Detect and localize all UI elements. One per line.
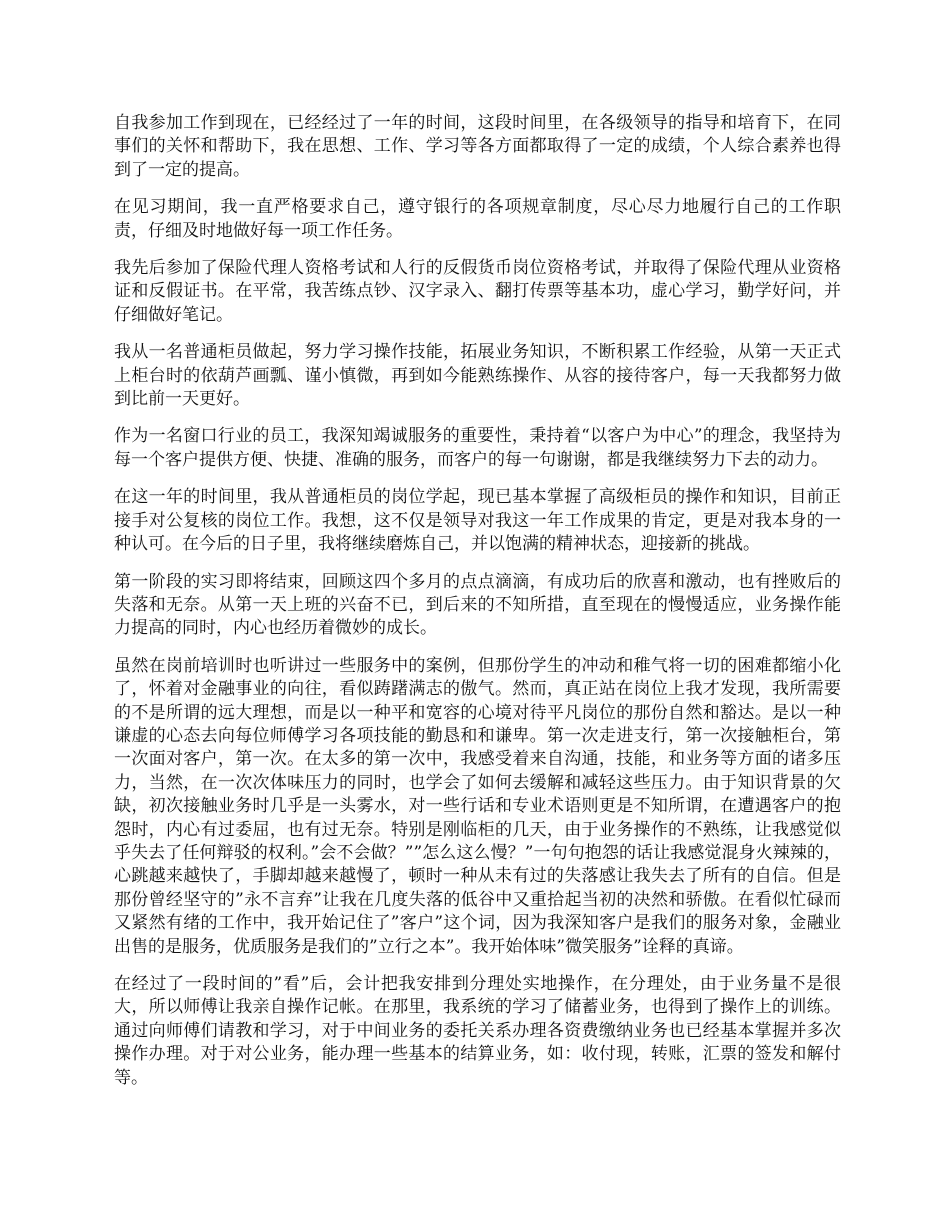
paragraph-7: 第一阶段的实习即将结束，回顾这四个多月的点点滴滴，有成功后的欣喜和激动，也有挫败后的失落和无奈。从第一天上班的兴奋不已，到后来的不知所措，直至现在的慢慢适应，业务操作能力提高的同时，内心也经历着微妙的成长。 (114, 571, 841, 639)
paragraph-8: 虽然在岗前培训时也听讲过一些服务中的案例，但那份学生的冲动和稚气将一切的困难都缩小化了，怀着对金融事业的向往，看似踌躇满志的傲气。然而，真正站在岗位上我才发现，我所需要的不是所谓的远大理想，而是以一种平和宽容的心境对待平凡岗位的那份自然和豁达。是以一种谦虚的心态去向每位师傅学习各项技能的勤恳和和谦卑。第一次走进支行，第一次接触柜台，第一次面对客户，第一次。在太多的第一次中，我感受着来自沟通，技能，和业务等方面的诸多压力，当然，在一次次体味压力的同时，也学会了如何去缓解和减轻这些压力。由于知识背景的欠缺，初次接触业务时几乎是一头雾水，对一些行话和专业术语则更是不知所谓，在遭遇客户的抱怨时，内心有过委屈，也有过无奈。特别是刚临柜的几天，由于业务操作的不熟练，让我感觉似乎失去了任何辩驳的权利。”会不会做？””怎么这么慢？”一句句抱怨的话让我感觉混身火辣辣的，心跳越来越快了，手脚却越来越慢了，顿时一种从未有过的失落感让我失去了所有的自信。但是那份曾经坚守的”永不言弃”让我在几度失落的低谷中又重拾起当初的决然和骄傲。在看似忙碌而又紧然有绪的工作中，我开始记住了”客户”这个词，因为我深知客户是我们的服务对象，金融业出售的是服务，优质服务是我们的”立行之本”。我开始体味”微笑服务”诠释的真谛。 (114, 655, 841, 957)
paragraph-2: 在见习期间，我一直严格要求自己，遵守银行的各项规章制度，尽心尽力地履行自己的工作职责，仔细及时地做好每一项工作任务。 (114, 197, 841, 241)
paragraph-4: 我从一名普通柜员做起，努力学习操作技能，拓展业务知识，不断积累工作经验，从第一天正式上柜台时的依葫芦画瓢、谨小慎微，再到如今能熟练操作、从容的接待客户，每一天我都努力做到比前一天更好。 (114, 342, 841, 410)
paragraph-3: 我先后参加了保险代理人资格考试和人行的反假货币岗位资格考试，并取得了保险代理从业资格证和反假证书。在平常，我苦练点钞、汉字录入、翻打传票等基本功，虚心学习，勤学好问，并仔细做好笔记。 (114, 258, 841, 325)
document-body (114, 112, 841, 1104)
paragraph-1: 自我参加工作到现在，已经经过了一年的时间，这段时间里，在各级领导的指导和培育下，在同事们的关怀和帮助下，我在思想、工作、学习等各方面都取得了一定的成绩，个人综合素养也得到了一定的提高。 (114, 113, 841, 180)
paragraph-6: 在这一年的时间里，我从普通柜员的岗位学起，现已基本掌握了高级柜员的操作和知识，目前正接手对公复核的岗位工作。我想，这不仅是领导对我这一年工作成果的肯定，更是对我本身的一种认可。在今后的日子里，我将继续磨炼自己，并以饱满的精神状态，迎接新的挑战。 (114, 487, 841, 555)
paragraph-9: 在经过了一段时间的”看”后，会计把我安排到分理处实地操作，在分理处，由于业务量不是很大，所以师傅让我亲自操作记帐。在那里，我系统的学习了储蓄业务，也得到了操作上的训练。通过向师傅们请教和学习，对于中间业务的委托关系办理各资费缴纳业务也已经基本掌握并多次操作办理。对于对公业务，能办理一些基本的结算业务，如：收付现，转账，汇票的签发和解付等。 (114, 974, 841, 1088)
paragraph-5: 作为一名窗口行业的员工，我深知竭诚服务的重要性，秉持着“以客户为中心”的理念，我坚持为每一个客户提供方便、快捷、准确的服务，而客户的每一句谢谢，都是我继续努力下去的动力。 (114, 426, 841, 470)
